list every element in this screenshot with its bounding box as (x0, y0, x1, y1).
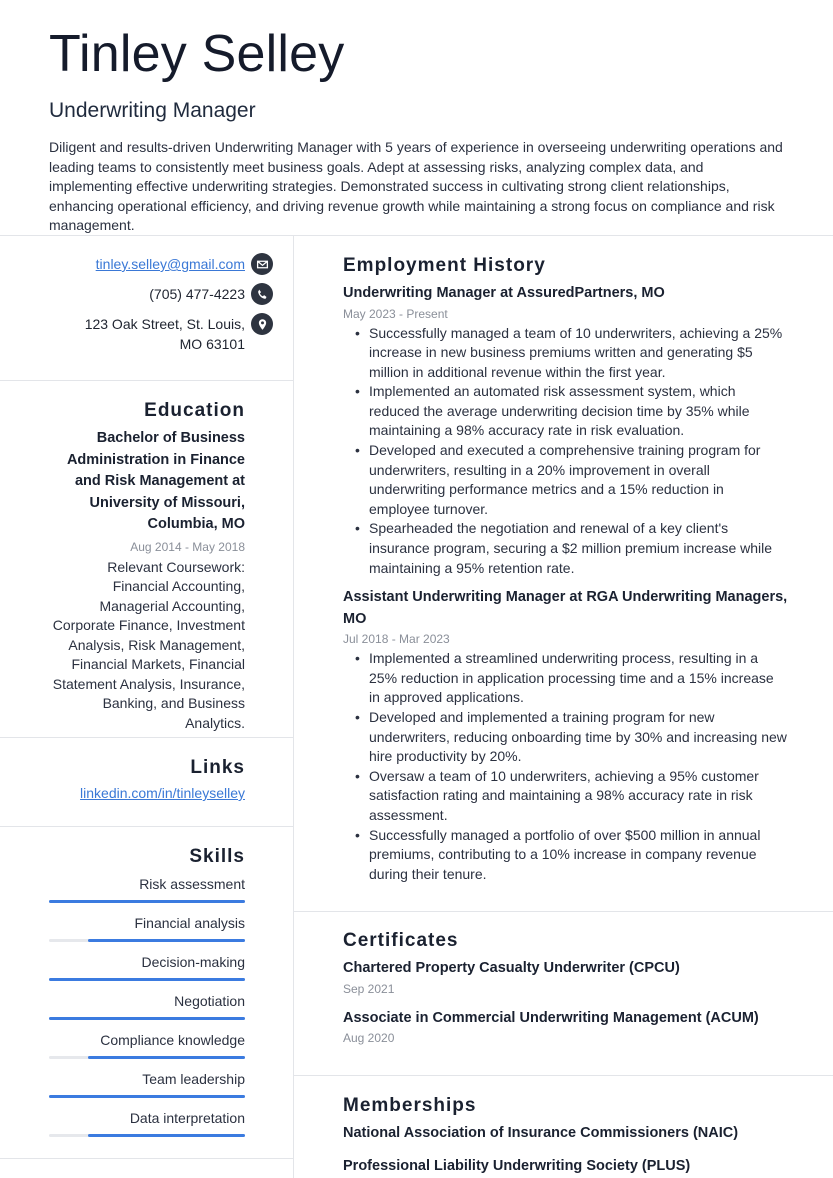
skills-section (49, 845, 245, 1148)
resume-header (49, 24, 789, 236)
education-heading: Education (144, 400, 245, 421)
certificate-entry (343, 958, 788, 998)
profile-summary: Diligent and results-driven Underwriting Manager with 5 years of experience in overseeing underwriting operations and leading teams to consistently meet business goals. Adept at assessing risks, analyzing complex data, and implementing effective underwriting strategies. Demonstrated success in cultivating strong client relationships, enhancing operational efficiency, and driving revenue growth while maintaining a strong focus on compliance and risk management. (49, 139, 783, 234)
skill-level-fill (88, 939, 245, 942)
skills-divider (0, 1158, 293, 1159)
memberships-section (343, 1094, 788, 1177)
job-bullet: • Successfully managed a portfolio of over $500 million in annual premiums, contributing to a 10% increase in company revenue during their tenure. (343, 826, 788, 885)
employment-divider (294, 911, 833, 912)
job-title: Assistant Underwriting Manager at RGA Underwriting Managers, MO (343, 589, 788, 627)
linkedin-link[interactable]: linkedin.com/in/tinleyselley (80, 785, 245, 801)
links-divider (0, 826, 293, 827)
employment-heading: Employment History (343, 255, 546, 276)
education-coursework: Relevant Coursework: Financial Accounting, Managerial Accounting, Corporate Finance, Investment Analysis, Risk Management, Financial Markets, Financial Statement Analysis, Insurance, Banking, and Business Analytics. (52, 558, 245, 731)
job-bullet: • Implemented a streamlined underwriting process, resulting in a 25% reduction in application processing time and a 15% increase in approved applications. (343, 649, 788, 708)
skill-item (49, 875, 245, 903)
skill-level-bar (49, 1017, 245, 1020)
skill-level-bar (49, 1056, 245, 1059)
skill-level-bar (49, 939, 245, 942)
memberships-list (343, 1123, 788, 1177)
certificate-name: Chartered Property Casualty Underwriter (CPCU) (343, 960, 680, 976)
skill-level-bar (49, 900, 245, 903)
skill-level-bar (49, 978, 245, 981)
job-bullet: • Oversaw a team of 10 underwriters, achieving a 95% customer satisfaction rating and maintaining a 98% accuracy rate in risk assessment. (343, 767, 788, 826)
job-dates: May 2023 - Present (343, 306, 448, 321)
links-heading: Links (190, 757, 245, 778)
map-pin-icon (251, 313, 273, 335)
certificate-date: Sep 2021 (343, 981, 395, 996)
job-title: Underwriting Manager at AssuredPartners, MO (343, 285, 665, 301)
membership-item: Professional Liability Underwriting Society (PLUS) (343, 1157, 691, 1174)
membership-item: National Association of Insurance Commissioners (NAIC) (343, 1125, 739, 1141)
email-link[interactable]: tinley.selley@gmail.com (95, 256, 245, 272)
job-bullet: • Implemented an automated risk assessment system, which reduced the average underwriting decision time by 35% while maintaining a 98% accuracy rate in risk evaluation. (343, 382, 788, 441)
job-entry (343, 283, 788, 578)
contact-divider (0, 380, 293, 381)
skill-level-fill (49, 1017, 245, 1020)
skill-level-bar (49, 1134, 245, 1137)
address: 123 Oak Street, St. Louis, MO 63101 (84, 316, 245, 352)
skill-name: Negotiation (174, 993, 245, 1009)
education-section (49, 399, 245, 733)
envelope-icon (251, 253, 273, 275)
certificate-name: Associate in Commercial Underwriting Management (ACUM) (343, 1009, 759, 1026)
job-bullet: • Spearheaded the negotiation and renewal of a key client's insurance program, securing a $2 million premium increase while maintaining a 95% retention rate. (343, 519, 788, 578)
certificates-list (343, 958, 788, 1047)
skill-item (49, 1070, 245, 1098)
skill-name: Team leadership (142, 1071, 245, 1087)
skill-name: Compliance knowledge (100, 1032, 245, 1048)
column-divider (293, 236, 294, 1178)
education-dates: Aug 2014 - May 2018 (130, 539, 245, 554)
skill-item (49, 914, 245, 942)
education-divider (0, 737, 293, 738)
candidate-title: Underwriting Manager (49, 99, 256, 122)
skill-item (49, 1109, 245, 1137)
skill-item (49, 1031, 245, 1059)
skill-name: Risk assessment (139, 876, 245, 892)
contact-section (49, 254, 245, 364)
certificate-entry (343, 1008, 788, 1048)
job-bullet: • Developed and executed a comprehensive training program for underwriters, resulting in a 20% improvement in overall underwriting performance metrics and a 15% reduction in employee turnover. (343, 441, 788, 519)
certificate-date: Aug 2020 (343, 1031, 395, 1045)
skill-level-fill (49, 1095, 245, 1098)
skill-level-fill (88, 1134, 245, 1137)
job-entry (343, 587, 788, 884)
job-bullets (343, 324, 788, 579)
skills-heading: Skills (189, 846, 245, 867)
skill-item (49, 953, 245, 981)
certificates-heading: Certificates (343, 930, 459, 951)
job-bullet: • Successfully managed a team of 10 underwriters, achieving a 25% increase in new business premiums written and generating $5 million in additional revenue within the first year. (343, 324, 788, 383)
job-dates: Jul 2018 - Mar 2023 (343, 632, 450, 647)
header-divider (0, 235, 833, 236)
skill-level-fill (88, 1056, 245, 1059)
job-bullet: • Developed and implemented a training program for new underwriters, reducing onboarding time by 30% and increasing new hire productivity by 20%. (343, 708, 788, 767)
skill-name: Financial analysis (134, 915, 245, 931)
education-degree: Bachelor of Business Administration in Finance and Risk Management at University of Missouri, Columbia, MO (66, 430, 245, 532)
job-bullets (343, 649, 788, 884)
candidate-name: Tinley Selley (49, 25, 345, 83)
employment-section (343, 254, 788, 884)
skill-level-bar (49, 1095, 245, 1098)
phone-icon (251, 283, 273, 305)
skills-list (49, 875, 245, 1137)
memberships-heading: Memberships (343, 1095, 477, 1116)
certificates-section (343, 929, 788, 1047)
skill-name: Data interpretation (129, 1110, 245, 1126)
certificates-divider (294, 1075, 833, 1076)
skill-item (49, 992, 245, 1020)
skill-name: Decision-making (141, 954, 245, 970)
links-section (49, 756, 245, 804)
contact-address-row (49, 314, 245, 354)
contact-email-row (49, 254, 245, 274)
contact-phone-row (49, 284, 245, 304)
phone-number: (705) 477-4223 (149, 286, 245, 302)
skill-level-fill (49, 900, 245, 903)
skill-level-fill (49, 978, 245, 981)
jobs-list (343, 283, 788, 884)
